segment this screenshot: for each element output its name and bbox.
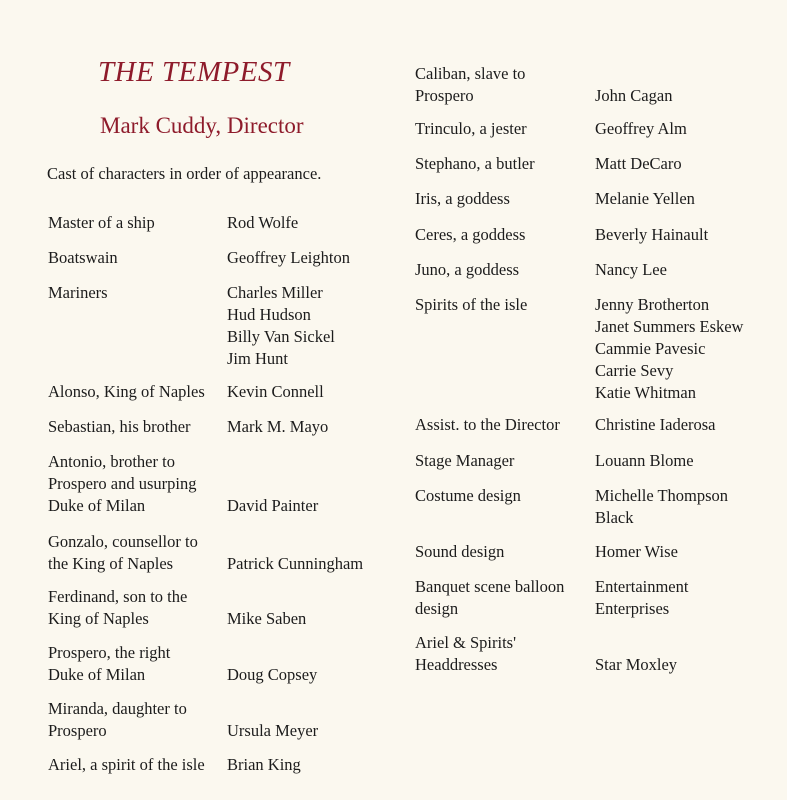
role-line: Caliban, slave to xyxy=(415,64,526,83)
role-name xyxy=(48,247,118,269)
role-line: Trinculo, a jester xyxy=(415,119,527,138)
actor-line: Carrie Sevy xyxy=(595,361,674,380)
role-line: the King of Naples xyxy=(48,554,174,573)
role-line: Sebastian, his brother xyxy=(48,417,191,436)
role-line: Ariel, a spirit of the isle xyxy=(48,755,205,774)
role-line: Antonio, brother to xyxy=(48,452,175,471)
actor-name xyxy=(595,188,695,210)
actor-line: John Cagan xyxy=(595,86,673,105)
actor-line: Cammie Pavesic xyxy=(595,339,706,358)
actor-line: Melanie Yellen xyxy=(595,189,695,208)
role-name xyxy=(415,450,514,472)
actor-line: Patrick Cunningham xyxy=(227,554,364,573)
actor-line: Geoffrey Leighton xyxy=(227,248,350,267)
role-line: Gonzalo, counsellor to xyxy=(48,532,198,551)
director-credit: Mark Cuddy, Director xyxy=(100,113,304,138)
role-line: Iris, a goddess xyxy=(415,189,510,208)
actor-line: Mark M. Mayo xyxy=(227,417,329,436)
actor-line: Nancy Lee xyxy=(595,260,667,279)
actor-name xyxy=(595,259,667,281)
actor-line: Black xyxy=(595,508,634,527)
role-line: Banquet scene balloon xyxy=(415,577,565,596)
role-line: Costume design xyxy=(415,486,521,505)
actor-name xyxy=(227,247,350,269)
role-line: Master of a ship xyxy=(48,213,155,232)
actor-name xyxy=(227,495,318,517)
role-name xyxy=(48,586,187,630)
actor-line: Entertainment xyxy=(595,577,689,596)
actor-name xyxy=(595,224,708,246)
actor-line: Jim Hunt xyxy=(227,349,288,368)
actor-name xyxy=(595,576,688,620)
actor-name xyxy=(227,608,306,630)
role-name xyxy=(415,224,525,246)
actor-name xyxy=(595,450,694,472)
actor-line: Enterprises xyxy=(595,599,670,618)
actor-name xyxy=(227,416,328,438)
actor-line: Mike Saben xyxy=(227,609,307,628)
actor-line: Beverly Hainault xyxy=(595,225,709,244)
actor-name xyxy=(227,381,324,403)
role-line: Juno, a goddess xyxy=(415,260,520,279)
actor-name xyxy=(595,153,682,175)
role-line: Prospero xyxy=(48,721,107,740)
role-line: Prospero and usurping xyxy=(48,474,197,493)
role-line: Spirits of the isle xyxy=(415,295,528,314)
role-line: Boatswain xyxy=(48,248,118,267)
actor-line: David Painter xyxy=(227,496,319,515)
actor-line: Ursula Meyer xyxy=(227,721,319,740)
actor-line: Christine Iaderosa xyxy=(595,415,716,434)
actor-line: Katie Whitman xyxy=(595,383,696,402)
role-line: Ferdinand, son to the xyxy=(48,587,188,606)
actor-line: Kevin Connell xyxy=(227,382,324,401)
actor-line: Matt DeCaro xyxy=(595,154,682,173)
role-line: Ariel & Spirits' xyxy=(415,633,517,652)
actor-name xyxy=(595,654,677,676)
role-name xyxy=(48,754,205,776)
role-line: Duke of Milan xyxy=(48,665,146,684)
actor-name xyxy=(595,118,687,140)
role-name xyxy=(415,294,527,316)
role-name xyxy=(415,485,521,507)
actor-line: Homer Wise xyxy=(595,542,678,561)
actor-name xyxy=(227,282,335,370)
role-line: Headdresses xyxy=(415,655,498,674)
cast-intro: Cast of characters in order of appearance. xyxy=(47,164,322,183)
role-name xyxy=(48,531,198,575)
actor-line: Star Moxley xyxy=(595,655,678,674)
role-name xyxy=(48,212,155,234)
role-name xyxy=(415,63,525,107)
role-line: Mariners xyxy=(48,283,108,302)
role-name xyxy=(48,642,170,686)
role-line: Ceres, a goddess xyxy=(415,225,526,244)
actor-line: Billy Van Sickel xyxy=(227,327,335,346)
actor-line: Rod Wolfe xyxy=(227,213,299,232)
role-line: design xyxy=(415,599,459,618)
role-name xyxy=(48,451,196,517)
actor-line: Brian King xyxy=(227,755,301,774)
actor-line: Hud Hudson xyxy=(227,305,311,324)
role-name xyxy=(415,118,527,140)
role-name xyxy=(415,414,560,436)
role-name xyxy=(415,188,510,210)
role-name xyxy=(415,632,516,676)
actor-name xyxy=(595,541,678,563)
actor-line: Janet Summers Eskew xyxy=(595,317,744,336)
actor-name xyxy=(227,720,318,742)
role-line: Sound design xyxy=(415,542,505,561)
play-title: THE TEMPEST xyxy=(98,56,290,88)
role-line: Prospero xyxy=(415,86,474,105)
role-line: Miranda, daughter to xyxy=(48,699,187,718)
role-line: King of Naples xyxy=(48,609,149,628)
actor-name xyxy=(595,294,743,404)
actor-line: Charles Miller xyxy=(227,283,323,302)
actor-name xyxy=(227,553,363,575)
actor-name xyxy=(595,85,672,107)
role-line: Duke of Milan xyxy=(48,496,146,515)
role-name xyxy=(415,541,504,563)
actor-line: Michelle Thompson xyxy=(595,486,729,505)
actor-name xyxy=(595,485,728,529)
role-line: Stephano, a butler xyxy=(415,154,535,173)
actor-name xyxy=(595,414,716,436)
role-line: Alonso, King of Naples xyxy=(48,382,205,401)
role-line: Prospero, the right xyxy=(48,643,171,662)
role-name xyxy=(48,381,205,403)
actor-name xyxy=(227,212,298,234)
role-name xyxy=(415,259,519,281)
role-name xyxy=(48,698,187,742)
actor-line: Jenny Brotherton xyxy=(595,295,710,314)
role-name xyxy=(415,153,535,175)
role-line: Stage Manager xyxy=(415,451,515,470)
actor-name xyxy=(227,754,301,776)
actor-line: Geoffrey Alm xyxy=(595,119,687,138)
role-name xyxy=(415,576,564,620)
actor-line: Louann Blome xyxy=(595,451,694,470)
actor-name xyxy=(227,664,317,686)
actor-line: Doug Copsey xyxy=(227,665,318,684)
role-name xyxy=(48,416,191,438)
role-name xyxy=(48,282,108,304)
role-line: Assist. to the Director xyxy=(415,415,560,434)
